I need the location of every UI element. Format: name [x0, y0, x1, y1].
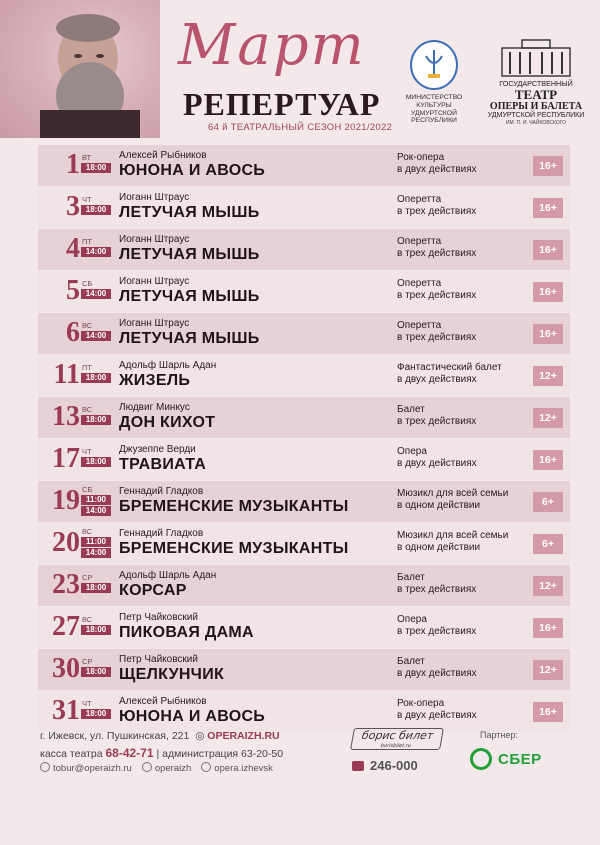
ministry-label-4: РЕСПУБЛИКИ [411, 117, 457, 125]
schedule-list [38, 145, 570, 733]
genre-line-1: Оперетта [397, 236, 442, 247]
composer-name: Алексей Рыбников [119, 696, 207, 707]
show-day: 17 [52, 443, 80, 474]
age-rating-badge: 16+ [533, 618, 563, 638]
schedule-row[interactable] [38, 145, 570, 187]
theatre-label-5: ИМ. П. И. ЧАЙКОВСКОГО [505, 119, 567, 126]
show-weekday: ВС [82, 321, 93, 330]
show-title: ПИКОВАЯ ДАМА [119, 624, 254, 641]
show-genre [397, 320, 532, 344]
show-genre [397, 572, 532, 596]
schedule-row[interactable] [38, 187, 570, 229]
theatre-label-3: ОПЕРЫ И БАЛЕТА [489, 100, 583, 112]
genre-line-2: в двух действиях [397, 668, 477, 679]
genre-line-2: в двух действиях [397, 458, 477, 469]
schedule-row[interactable] [38, 649, 570, 691]
composer-name: Джузеппе Верди [119, 444, 196, 455]
show-title: ЛЕТУЧАЯ МЫШЬ [119, 204, 260, 221]
show-weekday: СБ [82, 485, 93, 494]
show-time: 11:00 [81, 495, 111, 505]
show-time: 14:00 [81, 506, 111, 516]
show-weekday: СБ [82, 279, 93, 288]
genre-line-1: Оперетта [397, 320, 442, 331]
box-office-label: касса театра [40, 748, 103, 760]
show-title: ЛЕТУЧАЯ МЫШЬ [119, 288, 260, 305]
genre-line-1: Мюзикл для всей семьи [397, 530, 509, 541]
age-rating-badge: 12+ [533, 366, 563, 386]
ticket-brand: борис билет [360, 729, 435, 742]
show-time: 18:00 [81, 373, 111, 383]
theatre-label-2: ТЕАТР [514, 86, 558, 102]
email-link[interactable] [40, 762, 132, 774]
composer-name: Алексей Рыбников [119, 150, 207, 161]
age-rating-badge: 16+ [533, 324, 563, 344]
composer-name: Адольф Шарль Адан [119, 360, 217, 371]
age-rating-badge: 12+ [533, 408, 563, 428]
facebook-icon [201, 762, 211, 772]
show-title: ЩЕЛКУНЧИК [119, 666, 225, 683]
genre-line-2: в двух действиях [397, 710, 477, 721]
schedule-row[interactable] [38, 523, 570, 565]
show-time: 18:00 [81, 163, 111, 173]
genre-line-2: в трех действиях [397, 332, 477, 343]
show-title: ТРАВИАТА [119, 456, 207, 473]
footer [0, 720, 600, 845]
genre-line-2: в двух действиях [397, 374, 477, 385]
show-weekday: СР [82, 657, 93, 666]
show-title: ДОН КИХОТ [119, 414, 216, 431]
social-link-2[interactable] [201, 762, 273, 774]
show-weekday: ЧТ [82, 195, 92, 204]
show-weekday: СР [82, 573, 93, 582]
show-genre [397, 404, 532, 428]
theatre-building-icon [500, 38, 572, 78]
genre-line-1: Опера [397, 446, 427, 457]
composer-name: Адольф Шарль Адан [119, 570, 217, 581]
genre-line-2: в одном действии [397, 542, 481, 553]
show-genre [397, 194, 532, 218]
composer-name: Иоганн Штраус [119, 192, 190, 203]
genre-line-2: в трех действиях [397, 248, 477, 259]
genre-line-2: в трех действиях [397, 626, 477, 637]
show-title: ЛЕТУЧАЯ МЫШЬ [119, 246, 260, 263]
genre-line-1: Балет [397, 404, 425, 415]
address-line [40, 730, 280, 742]
composer-name: Иоганн Штраус [119, 276, 190, 287]
show-times [81, 457, 111, 468]
admin-phone: | администрация 63-20-50 [156, 748, 284, 760]
show-day: 4 [66, 233, 80, 264]
show-time: 18:00 [81, 667, 111, 677]
composer-name: Людвиг Минкус [119, 402, 190, 413]
show-times [81, 247, 111, 258]
show-title: ЛЕТУЧАЯ МЫШЬ [119, 330, 260, 347]
show-weekday: ПТ [82, 363, 92, 372]
age-rating-badge: 6+ [533, 534, 563, 554]
age-rating-badge: 16+ [533, 240, 563, 260]
show-genre [397, 152, 532, 176]
socials-line [40, 762, 273, 774]
show-time: 18:00 [81, 415, 111, 425]
partner-name: СБЕР [498, 750, 542, 768]
schedule-row[interactable] [38, 229, 570, 271]
schedule-row[interactable] [38, 607, 570, 649]
show-times [81, 289, 111, 300]
show-genre [397, 446, 532, 470]
genre-line-2: в двух действиях [397, 164, 477, 175]
show-time: 14:00 [81, 289, 111, 299]
age-rating-badge: 16+ [533, 702, 563, 722]
email-text: tobur@operaizh.ru [53, 763, 132, 774]
show-day: 23 [52, 569, 80, 600]
schedule-row[interactable] [38, 439, 570, 481]
show-day: 11 [53, 359, 80, 390]
show-day: 20 [52, 527, 80, 558]
genre-line-1: Фантастический балет [397, 362, 502, 373]
show-title: БРЕМЕНСКИЕ МУЗЫКАНТЫ [119, 540, 349, 557]
genre-line-2: в трех действиях [397, 416, 477, 427]
show-time: 18:00 [81, 625, 111, 635]
show-time: 18:00 [81, 583, 111, 593]
show-time: 18:00 [81, 709, 111, 719]
composer-name: Петр Чайковский [119, 654, 198, 665]
show-day: 13 [52, 401, 80, 432]
schedule-row[interactable] [38, 397, 570, 439]
genre-line-1: Оперетта [397, 278, 442, 289]
show-times [81, 625, 111, 636]
show-times [81, 163, 111, 174]
show-time: 14:00 [81, 247, 111, 257]
age-rating-badge: 16+ [533, 450, 563, 470]
genre-line-1: Опера [397, 614, 427, 625]
composer-name: Петр Чайковский [119, 612, 198, 623]
schedule-row[interactable] [38, 313, 570, 355]
vk-icon [142, 762, 152, 772]
show-genre [397, 488, 532, 512]
show-day: 1 [66, 149, 80, 180]
show-genre [397, 656, 532, 680]
ministry-label-3: УДМУРТСКОЙ [411, 109, 457, 117]
season-subtitle: 64 й ТЕАТРАЛЬНЫЙ СЕЗОН 2021/2022 [208, 122, 393, 133]
show-times [81, 415, 111, 426]
theatre-label-1: ГОСУДАРСТВЕННЫЙ [499, 79, 573, 88]
show-day: 6 [66, 317, 80, 348]
show-times [81, 373, 111, 384]
show-day: 3 [66, 191, 80, 222]
show-times [81, 331, 111, 342]
genre-line-1: Балет [397, 572, 425, 583]
show-weekday: ЧТ [82, 699, 92, 708]
genre-line-1: Балет [397, 656, 425, 667]
composer-name: Геннадий Гладков [119, 528, 204, 539]
ticket-service-logo[interactable] [350, 728, 444, 750]
phones-line [40, 746, 283, 760]
show-weekday: ЧТ [82, 447, 92, 456]
show-title: КОРСАР [119, 582, 187, 599]
genre-line-2: в трех действиях [397, 290, 477, 301]
ministry-label-2: КУЛЬТУРЫ [416, 101, 452, 109]
composer-portrait [0, 0, 160, 138]
genre-line-2: в одном действии [397, 500, 481, 511]
show-genre [397, 236, 532, 260]
partner-label: Партнер: [480, 730, 518, 740]
ticket-phone-line[interactable] [352, 758, 418, 773]
phone-icon [352, 761, 364, 771]
month-title: Март [178, 13, 366, 78]
composer-name: Геннадий Гладков [119, 486, 204, 497]
theatre-block [476, 38, 596, 126]
show-day: 5 [66, 275, 80, 306]
composer-name: Иоганн Штраус [119, 234, 190, 245]
show-genre [397, 698, 532, 722]
genre-line-1: Мюзикл для всей семьи [397, 488, 509, 499]
ticket-brand-sub: borisbilet.ru [380, 743, 412, 749]
show-times [81, 709, 111, 720]
ticket-phone: 246-000 [370, 758, 418, 773]
show-day: 31 [52, 695, 80, 726]
show-time: 18:00 [81, 457, 111, 467]
show-times [81, 583, 111, 594]
show-weekday: ВТ [82, 153, 92, 162]
age-rating-badge: 16+ [533, 198, 563, 218]
show-genre [397, 614, 532, 638]
schedule-row[interactable] [38, 271, 570, 313]
box-office-phone[interactable]: 68-42-71 [105, 746, 154, 760]
show-times [81, 205, 111, 216]
show-times [81, 537, 111, 559]
show-title: ЮНОНА И АВОСЬ [119, 708, 266, 725]
age-rating-badge: 12+ [533, 576, 563, 596]
genre-line-1: Рок-опера [397, 698, 445, 709]
genre-line-2: в трех действиях [397, 584, 477, 595]
show-genre [397, 530, 532, 554]
show-day: 30 [52, 653, 80, 684]
age-rating-badge: 16+ [533, 156, 563, 176]
social-text-2: opera.izhevsk [214, 763, 273, 774]
address-text: г. Ижевск, ул. Пушкинская, 221 [40, 730, 190, 742]
mail-icon [40, 762, 50, 772]
ministry-emblem-icon [410, 40, 458, 90]
show-title: ЖИЗЕЛЬ [119, 372, 191, 389]
show-time: 14:00 [81, 548, 111, 558]
age-rating-badge: 12+ [533, 660, 563, 680]
genre-line-2: в трех действиях [397, 206, 477, 217]
globe-icon: ◎ [195, 730, 205, 742]
header [0, 0, 600, 145]
show-genre [397, 278, 532, 302]
social-text-1: operaizh [154, 763, 192, 774]
genre-line-1: Рок-опера [397, 152, 445, 163]
schedule-row[interactable] [38, 355, 570, 397]
age-rating-badge: 16+ [533, 282, 563, 302]
show-genre [397, 362, 532, 386]
show-weekday: ПТ [82, 237, 92, 246]
theatre-label-4: УДМУРТСКОЙ РЕСПУБЛИКИ [487, 112, 585, 120]
show-weekday: ВС [82, 405, 93, 414]
show-title: БРЕМЕНСКИЕ МУЗЫКАНТЫ [119, 498, 349, 515]
show-weekday: ВС [82, 527, 93, 536]
genre-line-1: Оперетта [397, 194, 442, 205]
ministry-label-1: МИНИСТЕРСТВО [405, 94, 463, 101]
composer-name: Иоганн Штраус [119, 318, 190, 329]
show-weekday: ВС [82, 615, 93, 624]
schedule-row[interactable] [38, 565, 570, 607]
ministry-block [398, 40, 470, 125]
schedule-row[interactable] [38, 481, 570, 523]
show-times [81, 667, 111, 678]
show-time: 11:00 [81, 537, 111, 547]
repertoire-title: РЕПЕРТУАР [183, 86, 381, 122]
website-link[interactable]: OPERAIZH.RU [207, 730, 280, 742]
show-day: 19 [52, 485, 80, 516]
show-title: ЮНОНА И АВОСЬ [119, 162, 266, 179]
social-link-1[interactable] [142, 762, 191, 774]
age-rating-badge: 6+ [533, 492, 563, 512]
show-time: 18:00 [81, 205, 111, 215]
show-time: 14:00 [81, 331, 111, 341]
show-day: 27 [52, 611, 80, 642]
show-times [81, 495, 111, 517]
partner-logo[interactable] [470, 748, 542, 770]
sber-check-icon [470, 748, 492, 770]
